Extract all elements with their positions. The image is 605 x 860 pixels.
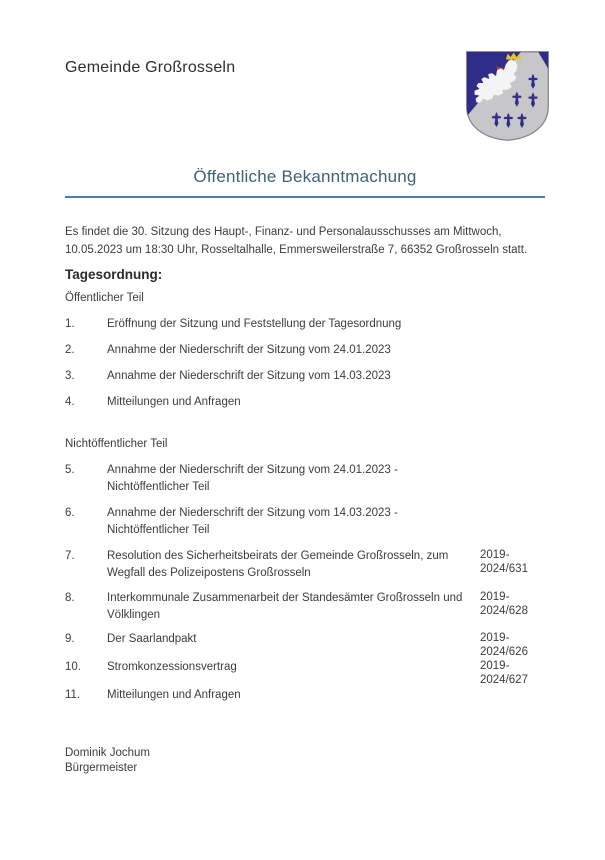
title-block	[65, 166, 545, 198]
item-text: Resolution des Sicherheitsbeirats der Gemeinde Großrosseln, zum Wegfall des Polizeipostens Großrosseln	[107, 549, 449, 579]
agenda-item-row	[65, 687, 545, 704]
org-name: Gemeinde Großrosseln	[65, 59, 236, 76]
item-text: Interkommunale Zusammenarbeit der Standesämter Großrosseln und Völklingen	[107, 591, 463, 621]
agenda-sections	[65, 290, 545, 704]
signature-role: Bürgermeister	[65, 762, 138, 775]
agenda-item-row	[65, 316, 545, 333]
agenda-section	[65, 436, 545, 704]
page-header	[0, 0, 605, 138]
agenda-item-row	[65, 342, 545, 359]
intro-paragraph: Es findet die 30. Sitzung des Haupt-, Finanz- und Personalausschusses am Mittwoch, 10.05.2023 um 18:30 Uhr, Rosseltalhalle, Emmersweilerstraße 7, 66352 Großrosseln statt.	[65, 226, 528, 256]
item-ref	[480, 316, 545, 333]
item-number: 8.	[65, 591, 75, 604]
item-number: 3.	[65, 369, 75, 382]
agenda-item-row	[65, 505, 545, 539]
item-text: Der Saarlandpakt	[107, 632, 197, 645]
section-rows	[65, 462, 545, 704]
item-ref	[480, 368, 545, 385]
section-label: Öffentlicher Teil	[65, 291, 144, 304]
item-ref	[480, 462, 545, 496]
agenda-item-row	[65, 368, 545, 385]
item-ref: 2019-2024/627	[480, 659, 528, 686]
agenda-section	[65, 290, 545, 411]
item-number: 5.	[65, 463, 75, 476]
signature-name: Dominik Jochum	[65, 746, 150, 759]
item-text: Mitteilungen und Anfragen	[107, 395, 241, 408]
item-text: Eröffnung der Sitzung und Feststellung der Tagesordnung	[107, 317, 402, 330]
item-ref	[480, 687, 545, 704]
item-text: Annahme der Niederschrift der Sitzung vom 14.03.2023 - Nichtöffentlicher Teil	[107, 506, 398, 536]
item-text: Annahme der Niederschrift der Sitzung vom 24.01.2023	[107, 343, 391, 356]
item-number: 9.	[65, 632, 75, 645]
item-ref: 2019-2024/626	[480, 631, 528, 658]
item-ref: 2019-2024/631	[480, 548, 528, 575]
section-label: Nichtöffentlicher Teil	[65, 437, 168, 450]
item-number: 6.	[65, 506, 75, 519]
item-ref	[480, 342, 545, 359]
coat-of-arms	[465, 50, 550, 142]
agenda-item-row	[65, 590, 545, 624]
item-ref	[480, 505, 545, 539]
item-text: Annahme der Niederschrift der Sitzung vom 14.03.2023	[107, 369, 391, 382]
item-number: 11.	[65, 688, 81, 701]
item-ref: 2019-2024/628	[480, 590, 528, 617]
agenda-heading: Tagesordnung:	[65, 266, 163, 282]
section-rows	[65, 316, 545, 411]
item-number: 7.	[65, 549, 75, 562]
agenda-item-row	[65, 631, 545, 659]
agenda-item-row	[65, 462, 545, 496]
item-number: 4.	[65, 395, 75, 408]
agenda-item-row	[65, 659, 545, 687]
item-text: Stromkonzessionsvertrag	[107, 660, 237, 673]
signature-block	[65, 746, 545, 777]
item-text: Mitteilungen und Anfragen	[107, 688, 241, 701]
page-title: Öffentliche Bekanntmachung	[193, 167, 417, 186]
agenda-item-row	[65, 548, 545, 582]
agenda-item-row	[65, 394, 545, 411]
item-ref	[480, 394, 545, 411]
item-number: 1.	[65, 317, 75, 330]
item-number: 10.	[65, 660, 81, 673]
item-number: 2.	[65, 343, 75, 356]
item-text: Annahme der Niederschrift der Sitzung vom 24.01.2023 - Nichtöffentlicher Teil	[107, 463, 398, 493]
